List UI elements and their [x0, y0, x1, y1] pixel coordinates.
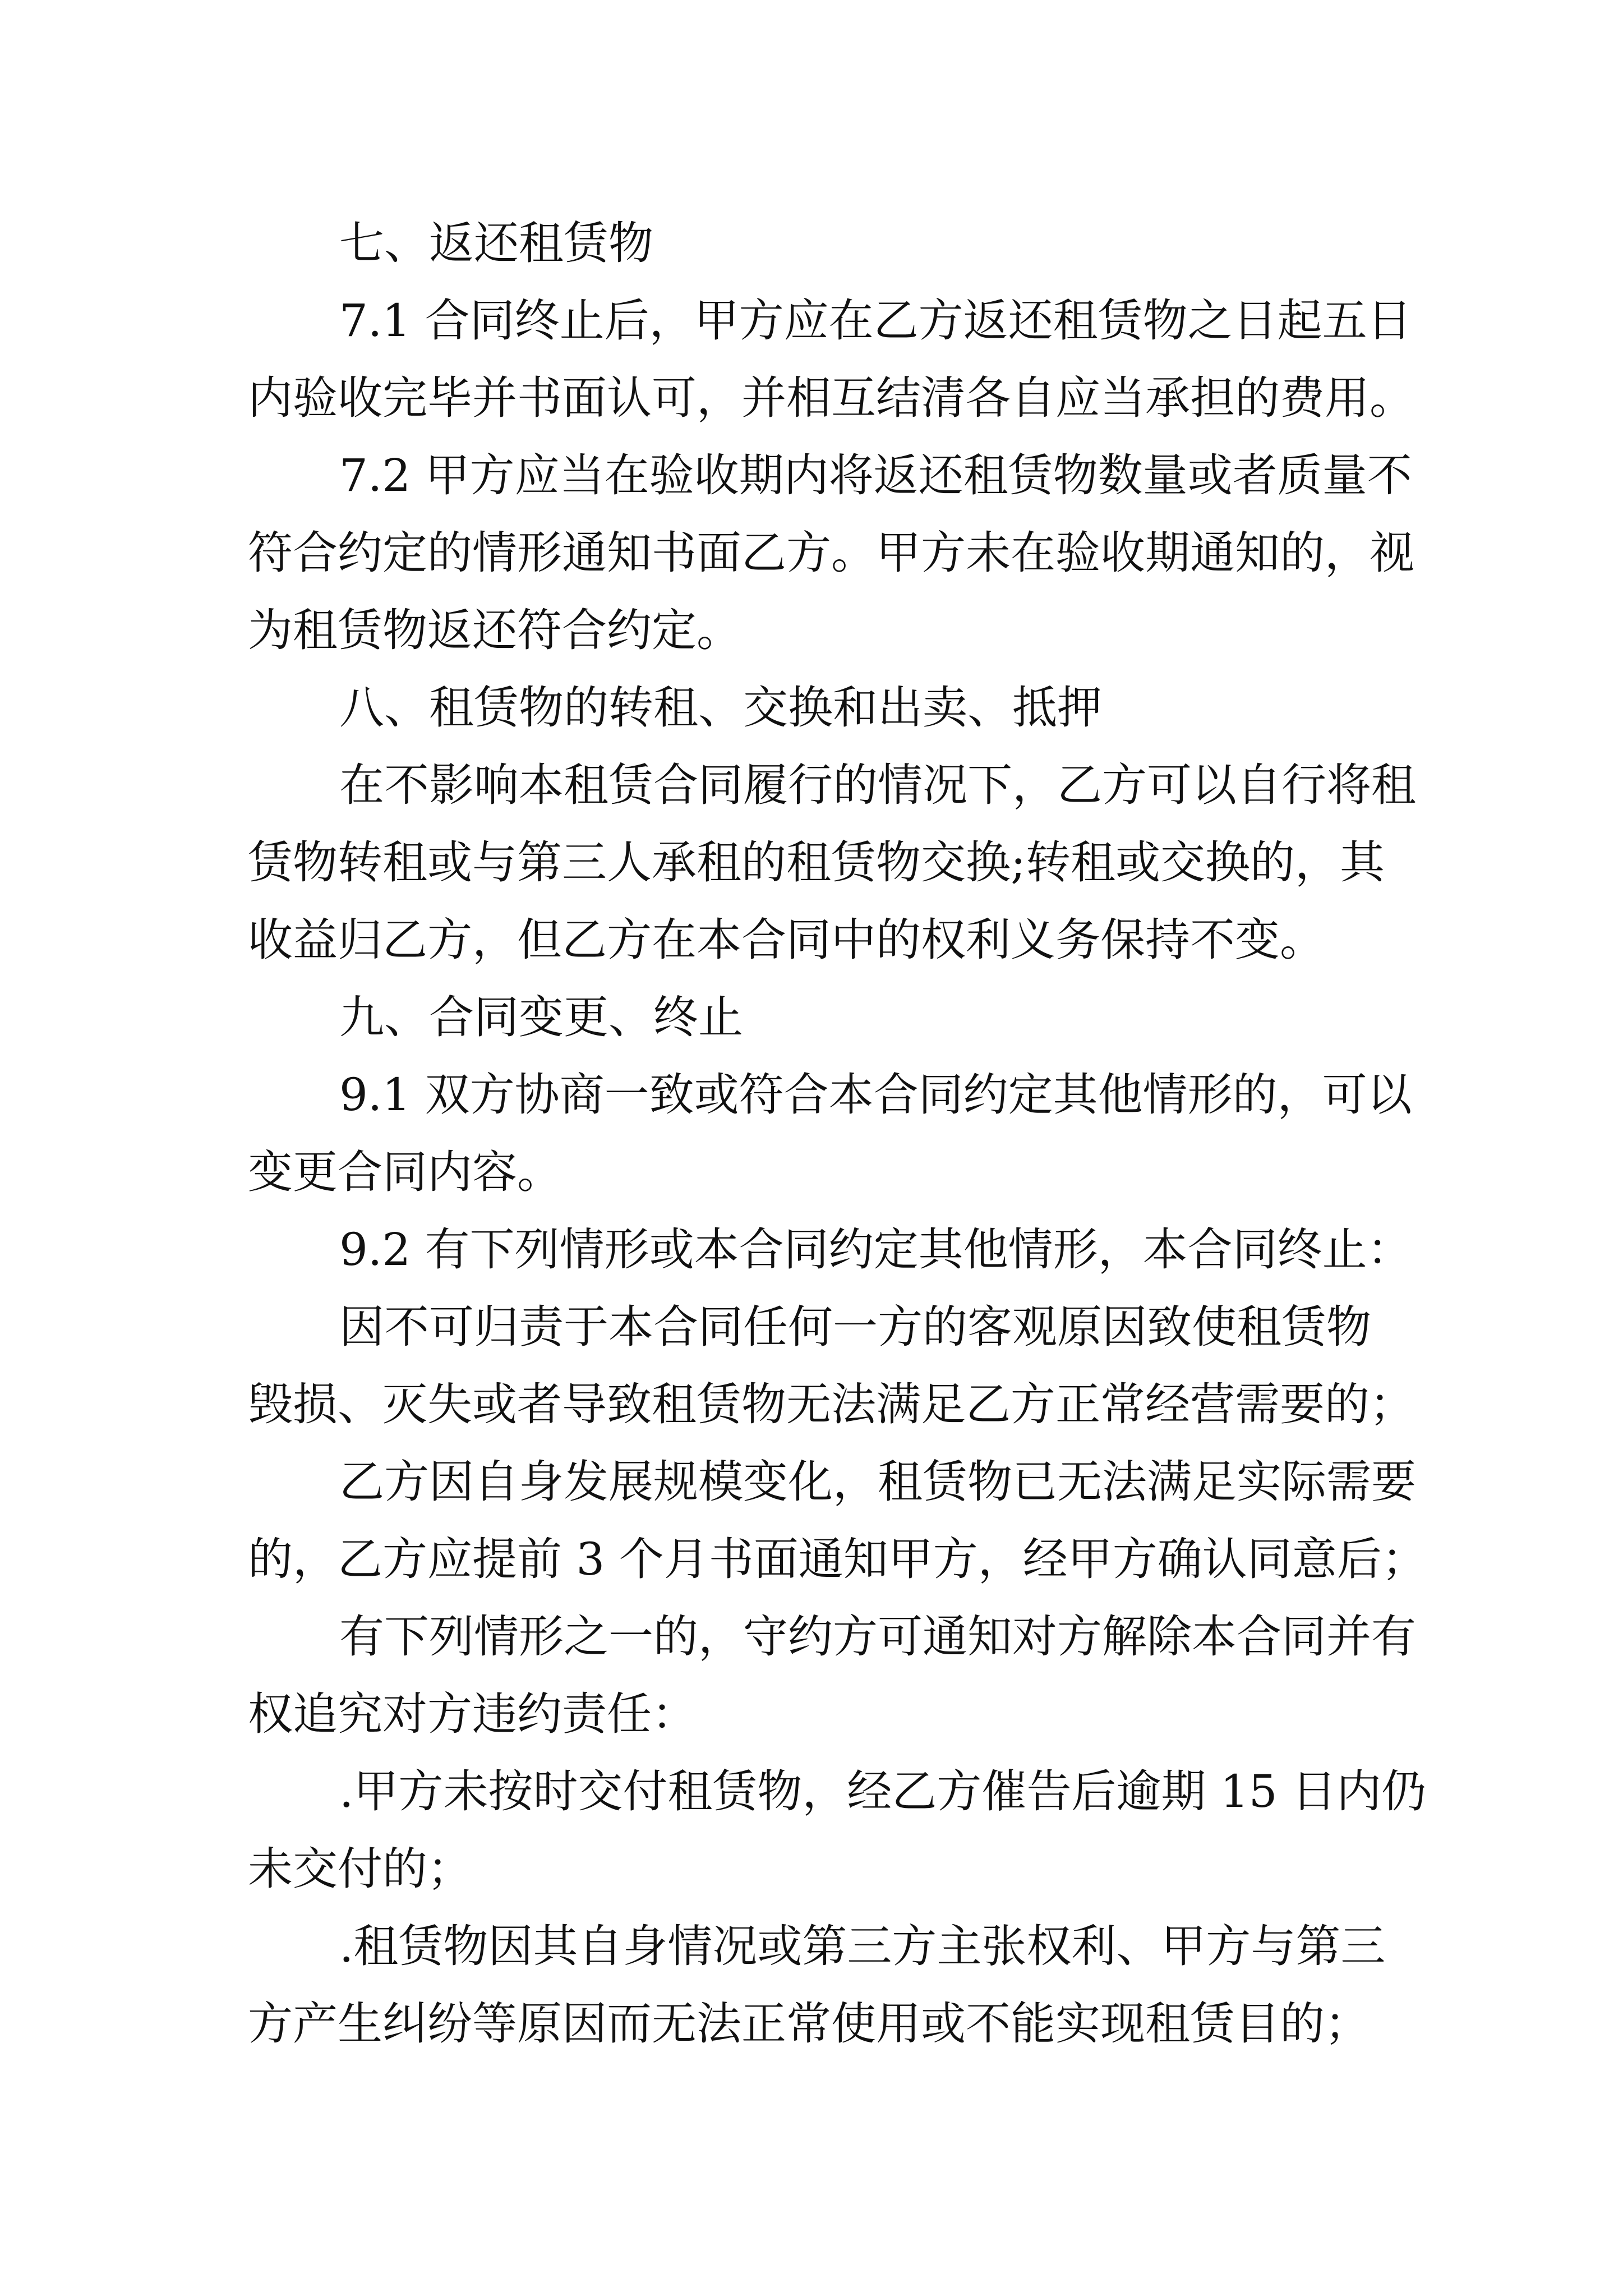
text-line: .租赁物因其自身情况或第三方主张权利、甲方与第三 — [339, 1920, 1386, 1972]
text-line: 内验收完毕并书面认可，并相互结清各自应当承担的费用。 — [248, 372, 1414, 424]
text-line: 为租赁物返还符合约定。 — [248, 604, 741, 656]
text-line: 方产生纠纷等原因而无法正常使用或不能实现租赁目的； — [248, 1998, 1370, 2050]
section-heading-7: 七、返还租赁物 — [339, 217, 653, 269]
text-line: 7.2 甲方应当在验收期内将返还租赁物数量或者质量不 — [339, 449, 1412, 501]
section-heading-9: 九、合同变更、终止 — [339, 991, 743, 1043]
text-line: 毁损、灭失或者导致租赁物无法满足乙方正常经营需要的； — [248, 1378, 1414, 1430]
text-line: 9.2 有下列情形或本合同约定其他情形，本合同终止： — [339, 1223, 1412, 1276]
text-line: 7.1 合同终止后，甲方应在乙方返还租赁物之日起五日 — [339, 295, 1412, 347]
text-line: 权追究对方违约责任： — [248, 1688, 697, 1740]
section-heading-8: 八、租赁物的转租、交换和出卖、抵押 — [339, 682, 1102, 734]
text-line: 有下列情形之一的，守约方可通知对方解除本合同并有 — [339, 1611, 1416, 1663]
text-line: 9.1 双方协商一致或符合本合同约定其他情形的，可以 — [339, 1069, 1412, 1121]
text-line: 乙方因自身发展规模变化，租赁物已无法满足实际需要 — [339, 1456, 1416, 1508]
contract-text — [248, 205, 1437, 2063]
text-line: 收益归乙方，但乙方在本合同中的权利义务保持不变。 — [248, 914, 1325, 966]
text-line: 赁物转租或与第三人承租的租赁物交换;转租或交换的，其 — [248, 836, 1385, 889]
text-line: 变更合同内容。 — [248, 1146, 562, 1198]
text-line: 的，乙方应提前 3 个月书面通知甲方，经甲方确认同意后； — [248, 1533, 1427, 1585]
text-line: 在不影响本租赁合同履行的情况下，乙方可以自行将租 — [339, 759, 1416, 811]
text-line: 未交付的； — [248, 1843, 472, 1895]
text-line: 符合约定的情形通知书面乙方。甲方未在验收期通知的，视 — [248, 527, 1414, 579]
text-line: 因不可归责于本合同任何一方的客观原因致使租赁物 — [339, 1301, 1371, 1353]
text-line: .甲方未按时交付租赁物，经乙方催告后逾期 15 日内仍 — [339, 1765, 1427, 1818]
